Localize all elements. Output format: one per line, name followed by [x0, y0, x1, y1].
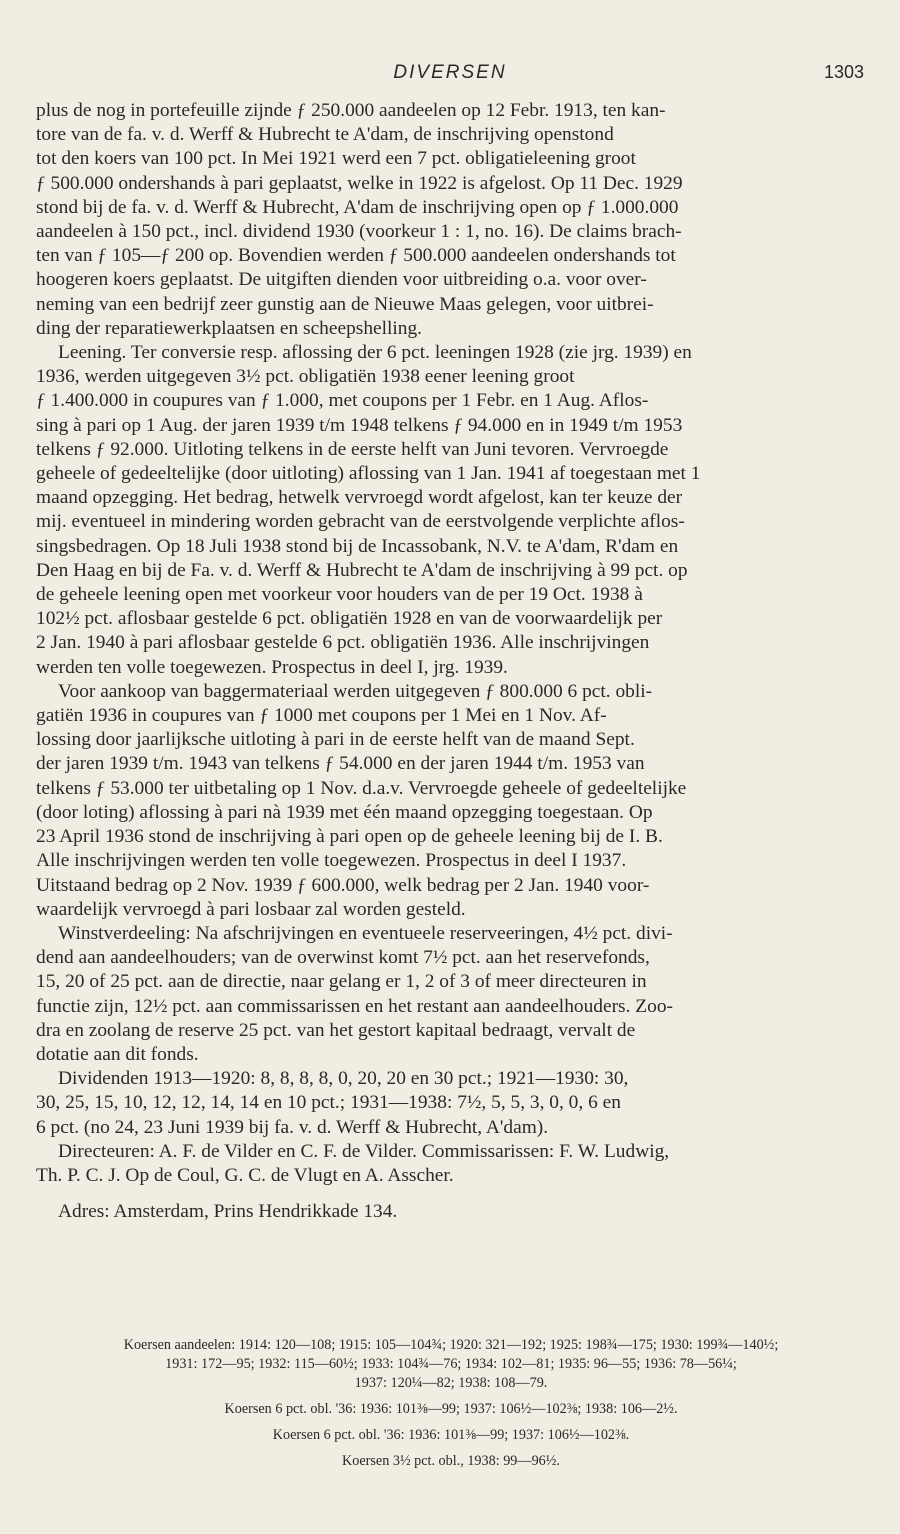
- text-line: 23 April 1936 stond de inschrijving à pari open op de geheele leening bij de I. B.: [36, 826, 663, 848]
- price-notes: [36, 1336, 866, 1471]
- text-line: der jaren 1939 t/m. 1943 van telkens ƒ 54.000 en der jaren 1944 t/m. 1953 van: [36, 753, 645, 775]
- text-line: telkens ƒ 92.000. Uitloting telkens in de eerste helft van Juni tevoren. Vervroegde: [36, 438, 669, 460]
- text-line: aandeelen à 150 pct., incl. dividend 1930 (voorkeur 1 : 1, no. 16). De claims brach-: [36, 221, 682, 243]
- page-header: [36, 62, 864, 88]
- text-line: neming van een bedrijf zeer gunstig aan de Nieuwe Maas gelegen, voor uitbrei-: [36, 293, 654, 315]
- spacer: [36, 1419, 866, 1426]
- spacer: [36, 1393, 866, 1400]
- text-line: maand opzegging. Het bedrag, hetwelk vervroegd wordt afgelost, kan ter keuze der: [36, 487, 683, 509]
- text-line: ding der reparatiewerkplaatsen en scheepshelling.: [36, 317, 423, 339]
- note-line: 1937: 120¼—82; 1938: 108—79.: [354, 1375, 548, 1391]
- text-line: 15, 20 of 25 pct. aan de directie, naar gelang er 1, 2 of 3 of meer directeuren in: [36, 971, 647, 993]
- text-line: 102½ pct. aflosbaar gestelde 6 pct. obligatiën 1928 en van de voorwaardelijk per: [36, 608, 663, 630]
- adres-line: Adres: Amsterdam, Prins Hendrikkade 134.: [58, 1201, 398, 1223]
- text-line: de geheele leening open met voorkeur voor houders van de per 19 Oct. 1938 à: [36, 584, 643, 606]
- text-line: lossing door jaarlijksche uitloting à pari in de eerste helft van de maand Sept.: [36, 729, 635, 751]
- text-line: dra en zoolang de reserve 25 pct. van het gestort kapitaal bedraagt, vervalt de: [36, 1019, 636, 1041]
- note-line: 1931: 172—95; 1932: 115—60½; 1933: 104¾—76; 1934: 102—81; 1935: 96—55; 1936: 78—56¼;: [165, 1356, 737, 1372]
- dividenden-heading-line: Dividenden 1913—1920: 8, 8, 8, 8, 0, 20, 20 en 30 pct.; 1921—1930: 30,: [58, 1068, 629, 1090]
- note-line: Koersen 6 pct. obl. '36: 1936: 101⅜—99; 1937: 106½—102⅜.: [272, 1427, 630, 1443]
- text-line: sing à pari op 1 Aug. der jaren 1939 t/m 1948 telkens ƒ 94.000 en in 1949 t/m 1953: [36, 414, 683, 436]
- page-number: 1303: [823, 62, 864, 82]
- text-line: tot den koers van 100 pct. In Mei 1921 werd een 7 pct. obligatieleening groot: [36, 148, 636, 170]
- text-line: 30, 25, 15, 10, 12, 12, 14, 14 en 10 pct.; 1931—1938: 7½, 5, 5, 3, 0, 0, 6 en: [36, 1092, 621, 1114]
- text-line: Den Haag en bij de Fa. v. d. Werff & Hubrecht te A'dam de inschrijving à 99 pct. op: [36, 559, 688, 581]
- text-line: tore van de fa. v. d. Werff & Hubrecht te A'dam, de inschrijving openstond: [36, 124, 614, 146]
- text-line: Th. P. C. J. Op de Coul, G. C. de Vlugt en A. Asscher.: [36, 1164, 454, 1186]
- text-line: 2 Jan. 1940 à pari aflosbaar gestelde 6 pct. obligatiën 1936. Alle inschrijvingen: [36, 632, 650, 654]
- text-line: Uitstaand bedrag op 2 Nov. 1939 ƒ 600.000, welk bedrag per 2 Jan. 1940 voor-: [36, 874, 650, 896]
- spacer: [36, 1188, 866, 1200]
- text-line: stond bij de fa. v. d. Werff & Hubrecht, A'dam de inschrijving open op ƒ 1.000.000: [36, 196, 679, 218]
- winstverdeeling-heading-line: Winstverdeeling: Na afschrijvingen en eventueele reserveeringen, 4½ pct. divi-: [58, 922, 673, 944]
- text-line: singsbedragen. Op 18 Juli 1938 stond bij de Incassobank, N.V. te A'dam, R'dam en: [36, 535, 679, 557]
- text-line: werden ten volle toegewezen. Prospectus in deel I, jrg. 1939.: [36, 656, 508, 678]
- text-line: hoogeren koers geplaatst. De uitgiften dienden voor uitbreiding o.a. voor over-: [36, 269, 647, 291]
- text-line: telkens ƒ 53.000 ter uitbetaling op 1 Nov. d.a.v. Vervroegde geheele of gedeeltelijke: [36, 777, 687, 799]
- text-line: gatiën 1936 in coupures van ƒ 1000 met coupons per 1 Mei en 1 Nov. Af-: [36, 705, 607, 727]
- text-line: ƒ 500.000 ondershands à pari geplaatst, welke in 1922 is afgelost. Op 11 Dec. 1929: [36, 172, 683, 194]
- text-line: ƒ 1.400.000 in coupures van ƒ 1.000, met coupons per 1 Febr. en 1 Aug. Aflos-: [36, 390, 649, 412]
- text-line: geheele of gedeeltelijke (door uitloting) aflossing van 1 Jan. 1941 af toegestaan met 1: [36, 463, 701, 485]
- text-line: functie zijn, 12½ pct. aan commissarissen en het restant aan aandeelhouders. Zoo-: [36, 995, 673, 1017]
- text-line: dotatie aan dit fonds.: [36, 1043, 199, 1065]
- note-line: Koersen 3½ pct. obl., 1938: 99—96½.: [342, 1453, 560, 1469]
- text-line: mij. eventueel in mindering worden gebracht van de eerstvolgende verplichte aflos-: [36, 511, 685, 533]
- directeuren-heading-line: Directeuren: A. F. de Vilder en C. F. de Vilder. Commissarissen: F. W. Ludwig,: [58, 1140, 670, 1162]
- text-line: 6 pct. (no 24, 23 Juni 1939 bij fa. v. d. Werff & Hubrecht, A'dam).: [36, 1116, 549, 1138]
- note-line: Koersen 6 pct. obl. '36: 1936: 101⅜—99; 1937: 106½—102⅜; 1938: 106—2½.: [224, 1401, 678, 1417]
- text-line: plus de nog in portefeuille zijnde ƒ 250.000 aandeelen op 12 Febr. 1913, ten kan-: [36, 100, 666, 121]
- text-line: (door loting) aflossing à pari nà 1939 met één maand opzegging toegestaan. Op: [36, 801, 653, 823]
- leening-heading-line: Leening. Ter conversie resp. aflossing der 6 pct. leeningen 1928 (zie jrg. 1939) en: [58, 342, 692, 364]
- text-line: 1936, werden uitgegeven 3½ pct. obligatiën 1938 eener leening groot: [36, 366, 575, 388]
- note-line: Koersen aandeelen: 1914: 120—108; 1915: 105—104¾; 1920: 321—192; 1925: 198¾—175; 1930: 199¾—140½;: [123, 1337, 779, 1353]
- text-line: waardelijk vervroegd à pari losbaar zal worden gesteld.: [36, 898, 466, 920]
- text-line: Alle inschrijvingen werden ten volle toegewezen. Prospectus in deel I 1937.: [36, 850, 627, 872]
- text-line: dend aan aandeelhouders; van de overwinst komt 7½ pct. aan het reservefonds,: [36, 947, 650, 969]
- spacer: [36, 1445, 866, 1452]
- text-line: ten van ƒ 105—ƒ 200 op. Bovendien werden ƒ 500.000 aandeelen ondershands tot: [36, 245, 676, 267]
- running-title: DIVERSEN: [393, 62, 507, 83]
- article-body: [36, 99, 866, 1224]
- text-line: Voor aankoop van baggermateriaal werden uitgegeven ƒ 800.000 6 pct. obli-: [58, 680, 653, 702]
